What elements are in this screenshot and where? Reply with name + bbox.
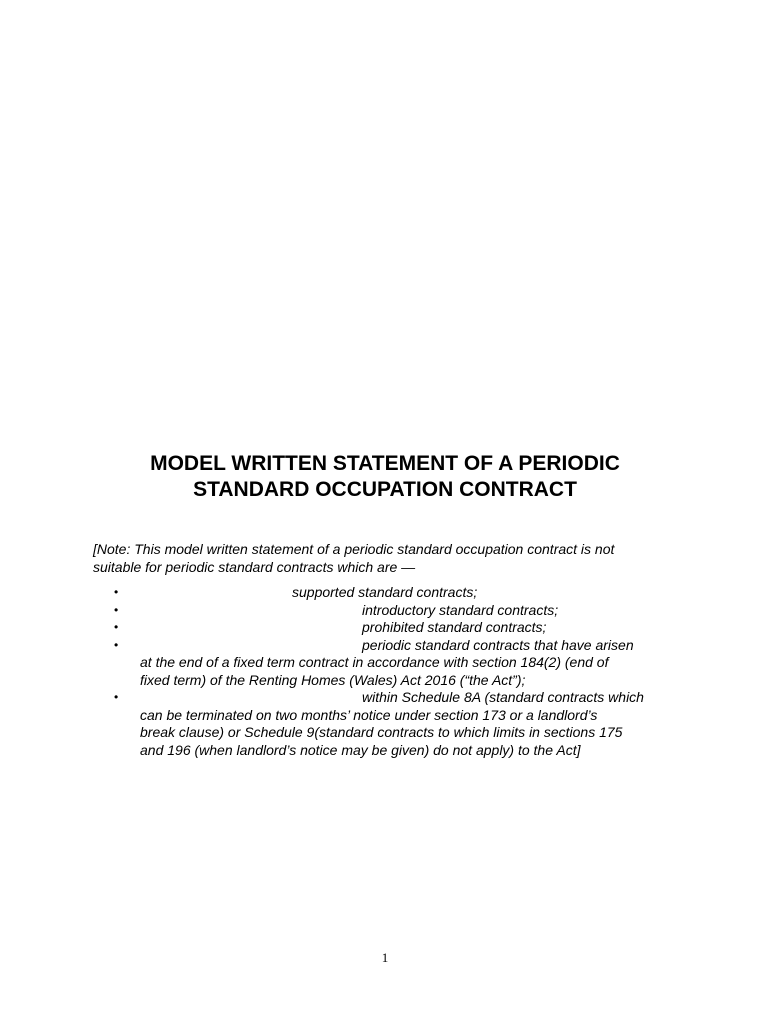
list-item-text: can be terminated on two months’ notice under section 173 or a landlord’s [140,706,598,723]
exclusion-list [0,584,770,759]
note-line: [Note: This model written statement of a periodic standard occupation contract is not [93,541,615,557]
bullet-icon: • [114,637,119,652]
list-item-text: supported standard contracts; [292,584,478,600]
document-title [60,451,710,503]
list-item-text: and 196 (when landlord’s notice may be given) do not apply) to the Act] [140,741,581,758]
list-item-text: within Schedule 8A (standard contracts which [362,689,644,705]
list-item [0,584,700,602]
title-line: STANDARD OCCUPATION CONTRACT [193,478,577,501]
list-item-text: prohibited standard contracts; [362,619,547,635]
list-item [0,689,700,759]
bullet-icon: • [114,690,119,704]
list-item [0,619,700,637]
list-item [0,602,700,620]
list-item-text: fixed term) of the Renting Homes (Wales) Act 2016 (“the Act”); [140,671,526,688]
list-item [0,637,700,690]
list-item-text: introductory standard contracts; [362,601,559,618]
bullet-icon: • [114,602,119,617]
list-item-text: at the end of a fixed term contract in accordance with section 184(2) (end of [140,654,609,670]
list-item-text: break clause) or Schedule 9(standard contracts to which limits in sections 175 [140,724,623,740]
bullet-icon: • [114,620,119,634]
bullet-icon: • [114,585,119,599]
title-line: MODEL WRITTEN STATEMENT OF A PERIODIC [150,452,620,475]
note-paragraph [93,541,693,576]
note-line: suitable for periodic standard contracts which are — [93,558,416,575]
page-number: 1 [381,950,389,965]
list-item-text: periodic standard contracts that have arisen [362,636,634,653]
